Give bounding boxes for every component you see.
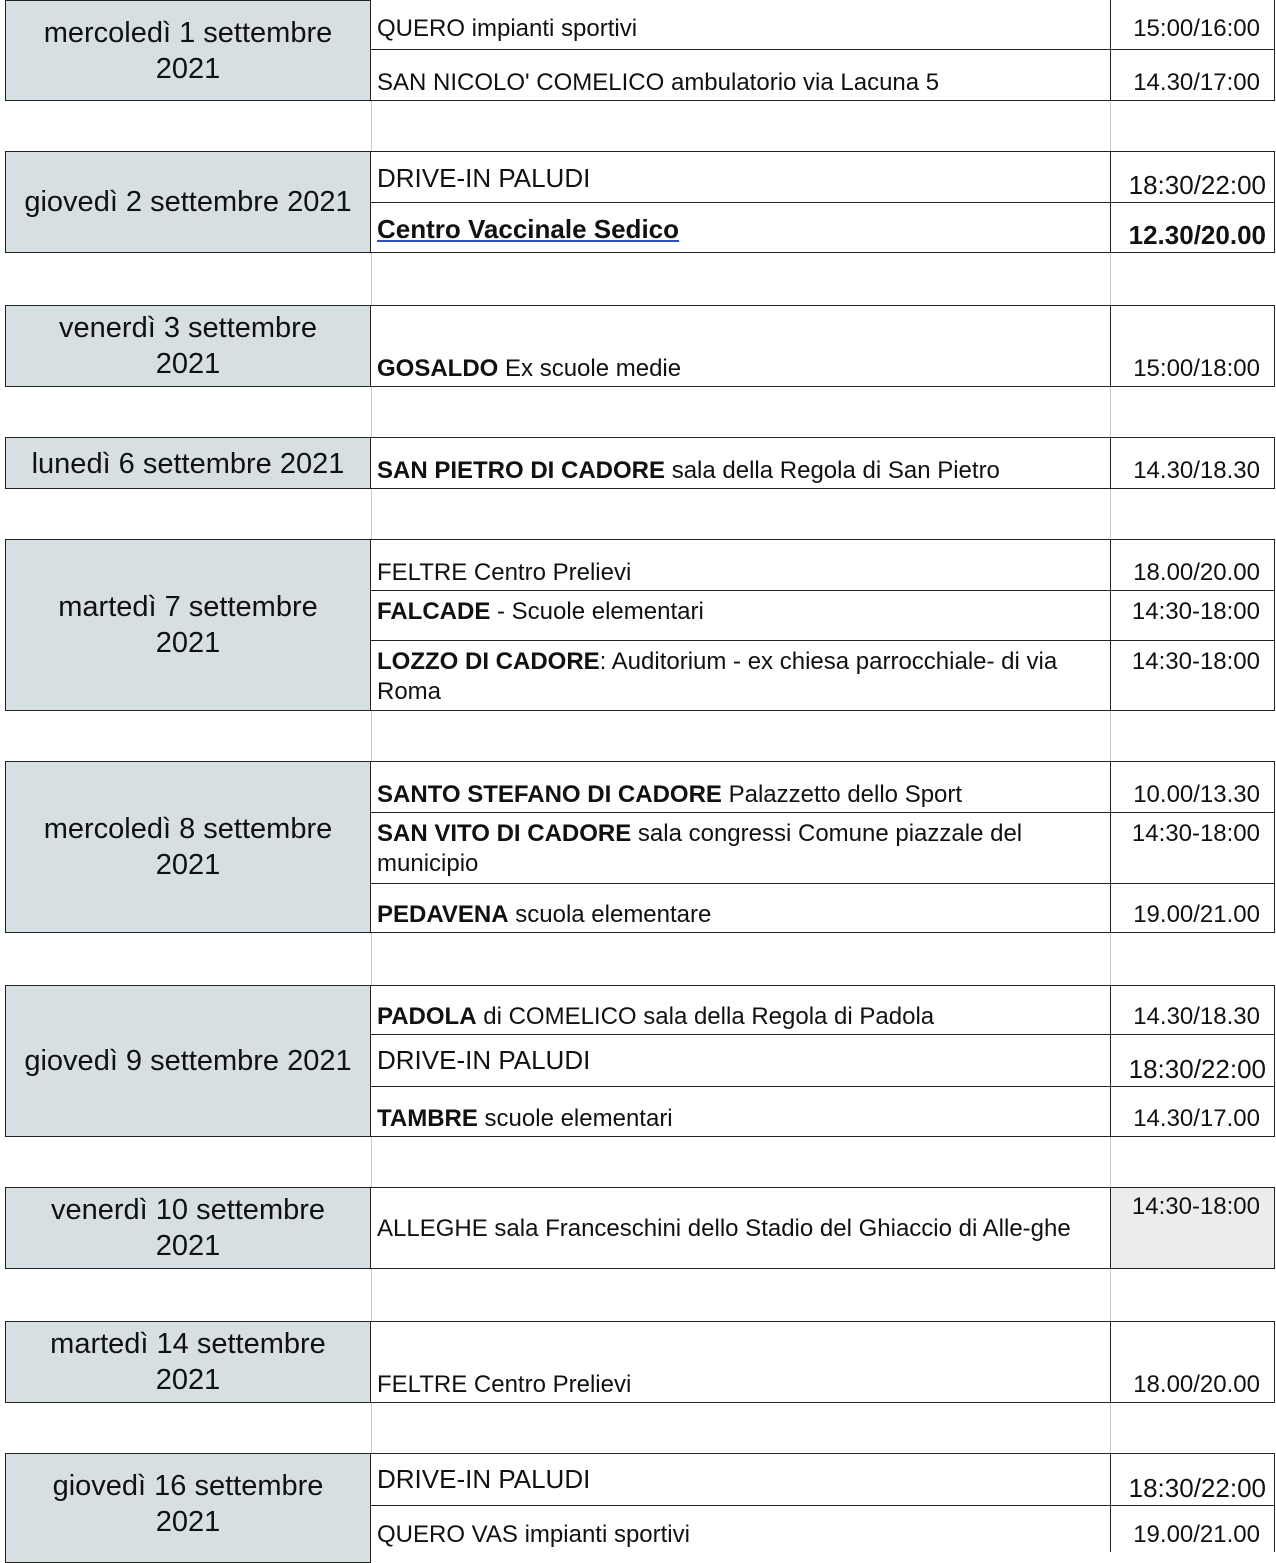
location-cell [371,640,1111,711]
location-bold: GOSALDO [377,355,499,382]
date-cell [5,0,371,101]
location-bold: PEDAVENA [377,901,509,928]
time-cell [1110,1453,1275,1506]
location-cell [371,1187,1111,1269]
time-cell [1110,640,1275,711]
location-text: sala congressi Comune piazzale del municipio [377,820,1023,877]
location-cell [371,1453,1111,1506]
separator-line [1110,1403,1111,1453]
time-cell [1110,539,1275,591]
location-cell [371,883,1111,933]
time-text: 14:30-18:00 [1131,648,1260,675]
time-cell [1110,151,1275,203]
separator-line [371,1269,372,1321]
time-cell [1110,202,1275,253]
location-cell [371,0,1111,50]
location-cell [371,761,1111,813]
location-cell [371,49,1111,101]
location-cell [371,437,1111,489]
location-cell [371,590,1111,641]
time-cell [1110,812,1275,884]
location-text: DRIVE-IN PALUDI [377,1045,591,1075]
location-text: DRIVE-IN PALUDI [377,1464,591,1494]
date-cell [5,761,371,933]
date-cell [5,539,371,711]
location-text: Ex scuole medie [498,355,682,382]
time-text: 14.30/17.00 [1133,1105,1260,1132]
date-label: giovedì 16 settembre 2021 [52,1470,324,1538]
location-bold: Centro Vaccinale Sedico [377,213,680,244]
date-cell [5,151,371,253]
location-cell [371,985,1111,1035]
location-bold: PADOLA [377,1003,477,1030]
time-text: 18:30/22:00 [1128,1473,1266,1503]
separator-line [1110,1269,1111,1321]
date-cell [5,1453,371,1563]
location-bold: FALCADE [377,598,491,625]
time-text: 10.00/13.30 [1133,781,1260,808]
location-text: Palazzetto dello Sport [721,781,963,808]
separator-line [1110,387,1111,437]
time-text: 15:00/18:00 [1133,355,1260,382]
time-text: 14:30-18:00 [1131,820,1260,847]
time-cell [1110,985,1275,1035]
date-label: mercoledì 1 settembre 2021 [43,16,333,85]
time-cell [1110,883,1275,933]
location-text: - Scuole elementari [490,598,704,625]
time-text: 12.30/20.00 [1128,220,1266,250]
time-text: 18:30/22:00 [1128,170,1266,200]
separator-line [1110,101,1111,151]
time-cell [1110,437,1275,489]
location-cell [371,1505,1111,1552]
separator-line [1110,253,1111,305]
location-text: FELTRE Centro Prelievi [377,1371,632,1398]
location-cell [371,1321,1111,1403]
location-text: di COMELICO sala della Regola di Padola [476,1003,935,1030]
separator-line [1110,1137,1111,1187]
date-cell [5,1187,371,1269]
time-text: 14:30-18:00 [1131,598,1260,625]
location-text: scuole elementari [477,1105,673,1132]
time-text: 14.30/18.30 [1133,457,1260,484]
location-text: sala della Regola di San Pietro [665,457,1000,484]
location-bold: SAN VITO DI CADORE [377,820,632,847]
location-cell [371,539,1111,591]
time-text: 18:30/22:00 [1128,1054,1266,1084]
time-cell [1110,305,1275,387]
date-cell [5,305,371,387]
separator-line [371,387,372,437]
date-label: mercoledì 8 settembre 2021 [43,813,333,881]
location-text: FELTRE Centro Prelievi [377,559,632,586]
separator-line [371,489,372,539]
separator-line [1110,489,1111,539]
location-text: SAN NICOLO' COMELICO ambulatorio via Lacuna 5 [377,69,940,96]
date-label: venerdì 10 settembre 2021 [50,1194,326,1262]
date-label: giovedì 9 settembre 2021 [24,1045,352,1077]
date-label: lunedì 6 settembre 2021 [31,448,345,480]
time-cell [1110,49,1275,101]
location-text: ALLEGHE sala Franceschini dello Stadio del Ghiaccio di Alle-ghe [377,1215,1071,1242]
date-label: giovedì 2 settembre 2021 [24,186,352,218]
time-cell [1110,1034,1275,1087]
location-text: : Auditorium - ex chiesa parrocchiale- di via Roma [377,648,1058,705]
separator-line [1110,711,1111,761]
location-bold: SAN PIETRO DI CADORE [377,457,666,484]
date-label: martedì 7 settembre 2021 [58,591,318,659]
location-cell [371,812,1111,884]
location-text: scuola elementare [508,901,712,928]
time-text: 18.00/20.00 [1133,1371,1260,1398]
date-label: martedì 14 settembre 2021 [50,1328,326,1396]
location-bold: LOZZO DI CADORE [377,648,600,675]
time-text: 14.30/17:00 [1133,69,1260,96]
date-label: venerdì 3 settembre 2021 [59,312,317,380]
time-text: 19.00/21.00 [1133,1521,1260,1548]
time-text: 15:00/16:00 [1133,15,1260,42]
separator-line [1110,933,1111,985]
time-text: 18.00/20.00 [1133,559,1260,586]
location-cell [371,1086,1111,1137]
time-cell [1110,1505,1275,1552]
location-cell [371,1034,1111,1087]
time-cell [1110,0,1275,50]
separator-line [371,1403,372,1453]
location-bold: SANTO STEFANO DI CADORE [377,781,722,808]
time-text: 19.00/21.00 [1133,901,1260,928]
time-cell [1110,1321,1275,1403]
separator-line [371,1137,372,1187]
time-cell [1110,590,1275,641]
time-text: 14.30/18.30 [1133,1003,1260,1030]
location-text: QUERO VAS impianti sportivi [377,1521,690,1548]
date-cell [5,985,371,1137]
location-bold: TAMBRE [377,1105,478,1132]
separator-line [371,101,372,151]
date-cell [5,437,371,489]
time-text: 14:30-18:00 [1131,1193,1260,1220]
date-cell [5,1321,371,1403]
time-cell [1110,1086,1275,1137]
location-text: DRIVE-IN PALUDI [377,163,591,193]
time-cell [1110,761,1275,813]
location-text: QUERO impianti sportivi [377,15,638,42]
location-cell [371,305,1111,387]
location-cell [371,151,1111,203]
separator-line [371,933,372,985]
separator-line [371,253,372,305]
location-cell [371,202,1111,253]
separator-line [371,711,372,761]
time-cell [1110,1187,1275,1269]
